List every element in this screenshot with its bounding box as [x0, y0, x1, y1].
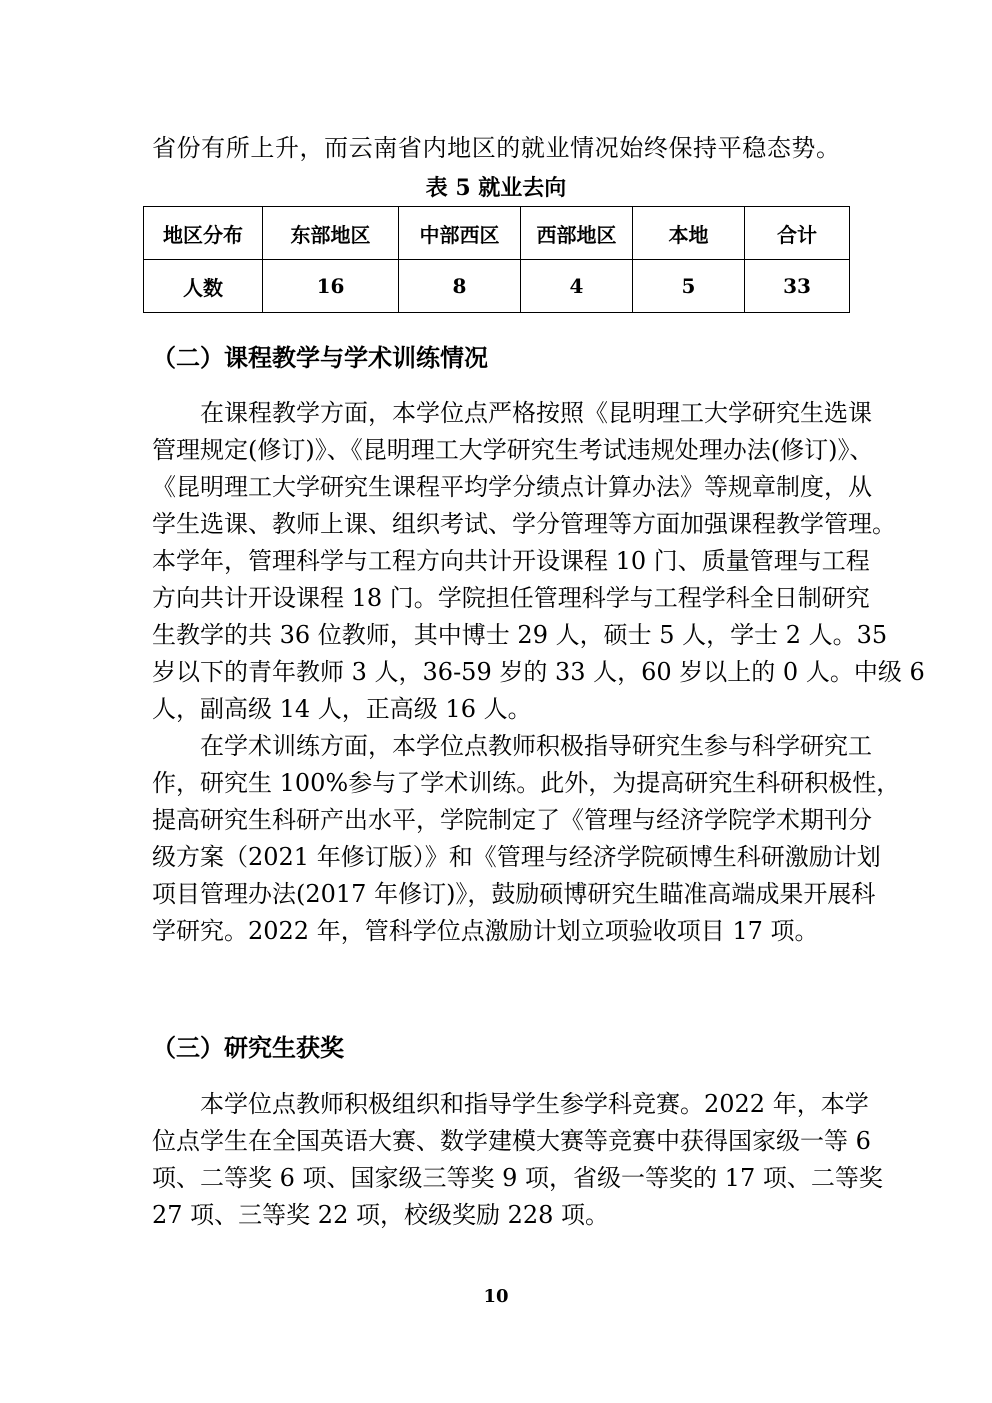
paragraph-line: 级方案（2021 年修订版）》和《管理与经济学院硕博生科研激励计划	[152, 843, 881, 871]
table-header-row	[144, 207, 850, 260]
table-cell: 4	[521, 260, 633, 313]
table-header-cell: 东部地区	[263, 207, 399, 260]
paragraph-line: 项、二等奖 6 项、国家级三等奖 9 项，省级一等奖的 17 项、二等奖	[152, 1164, 883, 1192]
paragraph-line: 管理规定(修订)》、《昆明理工大学研究生考试违规处理办法(修订)》、	[152, 436, 874, 464]
paragraph-line: 本学位点教师积极组织和指导学生参学科竞赛。2022 年，本学	[200, 1090, 869, 1118]
paragraph-line: 在学术训练方面，本学位点教师积极指导研究生参与科学研究工	[200, 732, 872, 760]
page-number: 10	[483, 1286, 509, 1307]
paragraph-line: 生教学的共 36 位教师，其中博士 29 人，硕士 5 人，学士 2 人。35	[152, 621, 888, 649]
table-cell: 5	[633, 260, 745, 313]
paragraph-line: 提高研究生科研产出水平，学院制定了《管理与经济学院学术期刊分	[152, 806, 872, 834]
employment-table	[143, 206, 850, 313]
table-caption: 表 5 就业去向	[425, 175, 567, 201]
paragraph-line: 学研究。2022 年，管科学位点激励计划立项验收项目 17 项。	[152, 917, 819, 945]
paragraph-line: 人，副高级 14 人，正高级 16 人。	[152, 695, 532, 723]
table-cell: 人数	[144, 260, 263, 313]
table-cell: 33	[745, 260, 850, 313]
table-header-cell: 合计	[745, 207, 850, 260]
paragraph-line: 方向共计开设课程 18 门。学院担任管理科学与工程学科全日制研究	[152, 584, 870, 612]
paragraph-line: 项目管理办法(2017 年修订)》，鼓励硕博研究生瞄准高端成果开展科	[152, 880, 876, 908]
paragraph-line: 《昆明理工大学研究生课程平均学分绩点计算办法》等规章制度，从	[152, 473, 872, 501]
section-heading-awards: （三）研究生获奖	[152, 1033, 344, 1062]
table-row	[144, 260, 850, 313]
table-header-cell: 中部西区	[399, 207, 521, 260]
paragraph-line: 岁以下的青年教师 3 人，36-59 岁的 33 人，60 岁以上的 0 人。中级 6	[152, 658, 925, 686]
paragraph-line: 位点学生在全国英语大赛、数学建模大赛等竞赛中获得国家级一等 6	[152, 1127, 871, 1155]
table-header-cell: 西部地区	[521, 207, 633, 260]
paragraph-line: 在课程教学方面，本学位点严格按照《昆明理工大学研究生选课	[200, 399, 872, 427]
table-header-cell: 地区分布	[144, 207, 263, 260]
table-header-cell: 本地	[633, 207, 745, 260]
table-cell: 16	[263, 260, 399, 313]
section-heading-teaching: （二）课程教学与学术训练情况	[152, 343, 488, 372]
paragraph-line: 作，研究生 100%参与了学术训练。此外，为提高研究生科研积极性，	[152, 769, 901, 797]
paragraph-line: 本学年，管理科学与工程方向共计开设课程 10 门、质量管理与工程	[152, 547, 870, 575]
intro-paragraph-line: 省份有所上升，而云南省内地区的就业情况始终保持平稳态势。	[152, 134, 840, 162]
paragraph-line: 27 项、三等奖 22 项，校级奖励 228 项。	[152, 1201, 610, 1229]
paragraph-line: 学生选课、教师上课、组织考试、学分管理等方面加强课程教学管理。	[152, 510, 896, 538]
table-cell: 8	[399, 260, 521, 313]
